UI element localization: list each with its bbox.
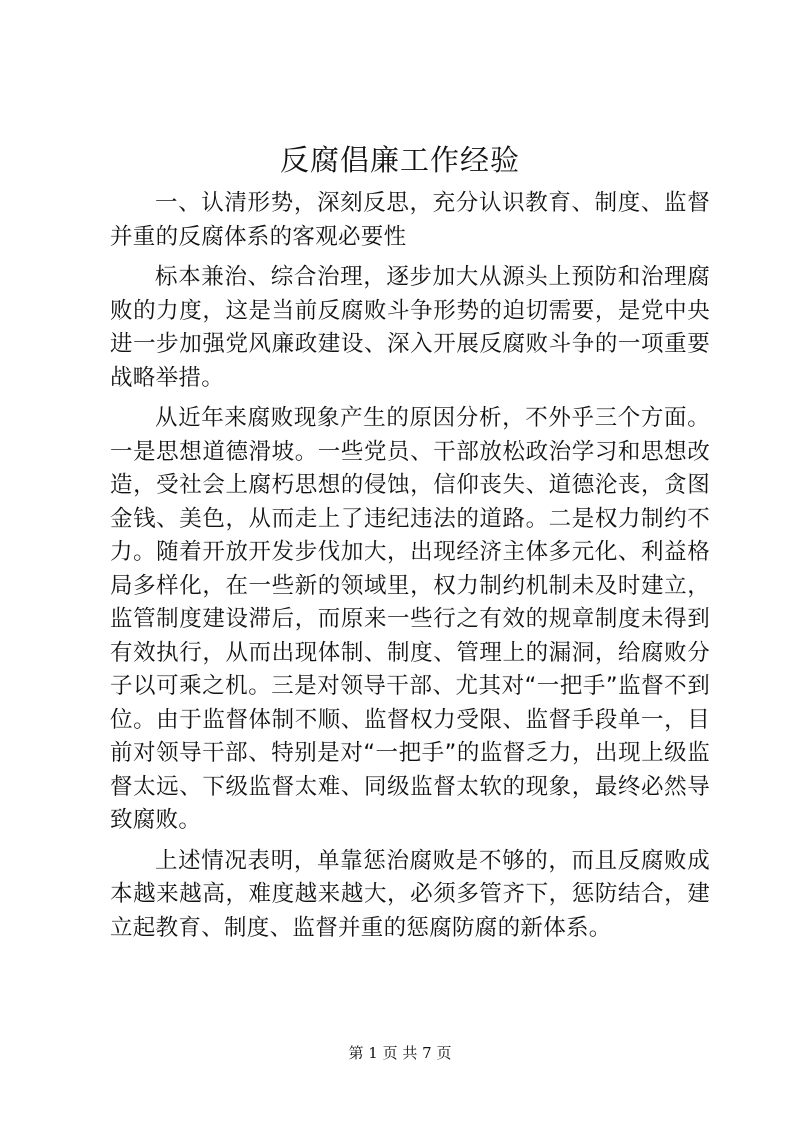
paragraph: 从近年来腐败现象产生的原因分析，不外乎三个方面。一是思想道德滑坡。一些党员、干部放松政治学习和思想改造，受社会上腐朽思想的侵蚀，信仰丧失、道德沦丧，贪图金钱、美色，从而走上了违纪违法的道路。二是权力制约不力。随着开放开发步伐加大，出现经济主体多元化、利益格局多样化，在一些新的领域里，权力制约机制未及时建立，监管制度建设滞后，而原来一些行之有效的规章制度未得到有效执行，从而出现体制、制度、管理上的漏洞，给腐败分子以可乘之机。三是对领导干部、尤其对“一把手”监督不到位。由于监督体制不顺、监督权力受限、监督手段单一，目前对领导干部、特别是对“一把手”的监督乏力，出现上级监督太远、下级监督太难、同级监督太软的现象，最终必然导致腐败。 <box>110 405 710 833</box>
document-title: 反腐倡廉工作经验 <box>279 143 520 177</box>
section-heading: 一、认清形势，深刻反思，充分认识教育、制度、监督并重的反腐体系的客观必要性 <box>110 190 710 250</box>
page-number-footer: 第 1 页 共 7 页 <box>348 1044 452 1062</box>
paragraph: 上述情况表明，单靠惩治腐败是不够的，而且反腐败成本越来越高，难度越来越大，必须多管齐下，惩防结合，建立起教育、制度、监督并重的惩腐防腐的新体系。 <box>110 847 710 941</box>
paragraph: 标本兼治、综合治理，逐步加大从源头上预防和治理腐败的力度，这是当前反腐败斗争形势的迫切需要，是党中央进一步加强党风廉政建设、深入开展反腐败斗争的一项重要战略举措。 <box>110 264 710 391</box>
document-body <box>110 187 710 952</box>
